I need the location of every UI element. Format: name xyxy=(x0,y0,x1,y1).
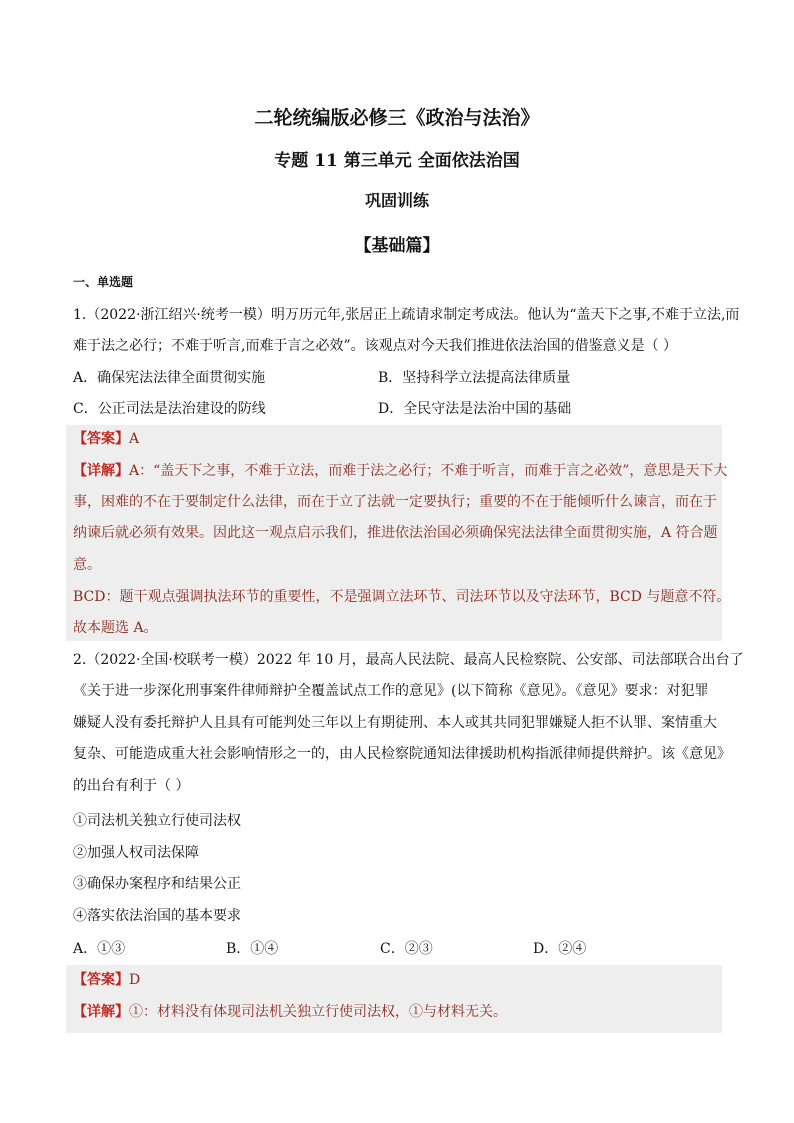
q1-stem-line-1: 1.（2022·浙江绍兴·统考一模）明万历元年,张居正上疏请求制定考成法。他认为“盖天下之事,不难于立法,而 xyxy=(73,307,740,323)
q2-stem-line-5: 的出台有利于（ ） xyxy=(73,778,190,794)
q2-stem-line-2: 《关于进一步深化刑事案件律师辩护全覆盖试点工作的意见》(以下简称《意见》。《意见》要求：对犯罪 xyxy=(73,683,709,699)
section-heading: 一、单选题 xyxy=(73,275,134,289)
q2-answer-value: D xyxy=(129,972,141,988)
q2-answer-tag: 【答案】 xyxy=(73,972,129,988)
q2-item-3: ③确保办案程序和结果公正 xyxy=(73,876,241,892)
q1-answer-tag: 【答案】 xyxy=(73,431,129,447)
q2-item-2: ②加强人权司法保障 xyxy=(73,845,199,861)
q2-item-4: ④落实依法治国的基本要求 xyxy=(73,908,241,924)
q2-option-a: A．①③ xyxy=(73,941,126,957)
practice-title: 巩固训练 xyxy=(364,191,429,210)
q2-option-b: B．①④ xyxy=(226,941,279,957)
q1-detail-line-2: 事，困难的不在于要制定什么法律，而在于立了法就一定要执行；重要的不在于能倾听什么谏言，而在于 xyxy=(73,494,717,510)
q2-detail-text-1: ①：材料没有体现司法机关独立行使司法权，①与材料无关。 xyxy=(129,1004,507,1020)
q1-detail-line-6: 故本题选 A。 xyxy=(73,620,158,636)
q1-detail-line-4: 意。 xyxy=(73,557,101,573)
q2-option-c: C．②③ xyxy=(380,941,433,957)
q1-option-c: C．公正司法是法治建设的防线 xyxy=(73,401,266,417)
q1-answer xyxy=(73,429,139,449)
q1-option-b: B．坚持科学立法提高法律质量 xyxy=(378,370,571,386)
topic-title: 专题 11 第三单元 全面依法治国 xyxy=(274,151,520,171)
q2-item-1: ①司法机关独立行使司法权 xyxy=(73,813,241,829)
q2-answer xyxy=(73,970,140,990)
q2-detail-tag: 【详解】 xyxy=(73,1004,129,1020)
level-title: 【基础篇】 xyxy=(354,236,440,256)
q1-option-d: D．全民守法是法治中国的基础 xyxy=(378,401,572,417)
q2-stem-line-3: 嫌疑人没有委托辩护人且具有可能判处三年以上有期徒刑、本人或其共同犯罪嫌疑人拒不认罪、案情重大 xyxy=(73,715,717,731)
q2-detail-line-1 xyxy=(73,1002,507,1022)
q2-option-d: D．②④ xyxy=(533,941,587,957)
document-title: 二轮统编版必修三《政治与法治》 xyxy=(254,107,540,129)
q2-answer-panel xyxy=(66,965,722,1033)
q1-detail-line-3: 纳谏后就必须有效果。因此这一观点启示我们，推进依法治国必须确保宪法法律全面贯彻实施，A 符合题 xyxy=(73,525,718,541)
q1-detail-text-1: A：“盖天下之事，不难于立法，而难于法之必行；不难于听言，而难于言之必效”，意思是天下大 xyxy=(129,463,728,479)
q1-stem-line-2: 难于法之必行；不难于听言,而难于言之必效”。该观点对今天我们推进依法治国的借鉴意义是（ ） xyxy=(73,338,678,354)
q2-stem-line-1: 2.（2022·全国·校联考一模）2022 年 10 月，最高人民法院、最高人民检察院、公安部、司法部联合出台了 xyxy=(73,652,744,668)
q1-detail-line-1 xyxy=(73,461,727,481)
q1-option-a: A．确保宪法法律全面贯彻实施 xyxy=(73,370,266,386)
q1-detail-tag: 【详解】 xyxy=(73,463,129,479)
q1-answer-value: A xyxy=(129,431,140,447)
q1-detail-line-5: BCD：题干观点强调执法环节的重要性，不是强调立法环节、司法环节以及守法环节，BCD 与题意不符。 xyxy=(73,589,731,605)
q2-stem-line-4: 复杂、可能造成重大社会影响情形之一的，由人民检察院通知法律援助机构指派律师提供辩护。该《意见》 xyxy=(73,746,731,762)
